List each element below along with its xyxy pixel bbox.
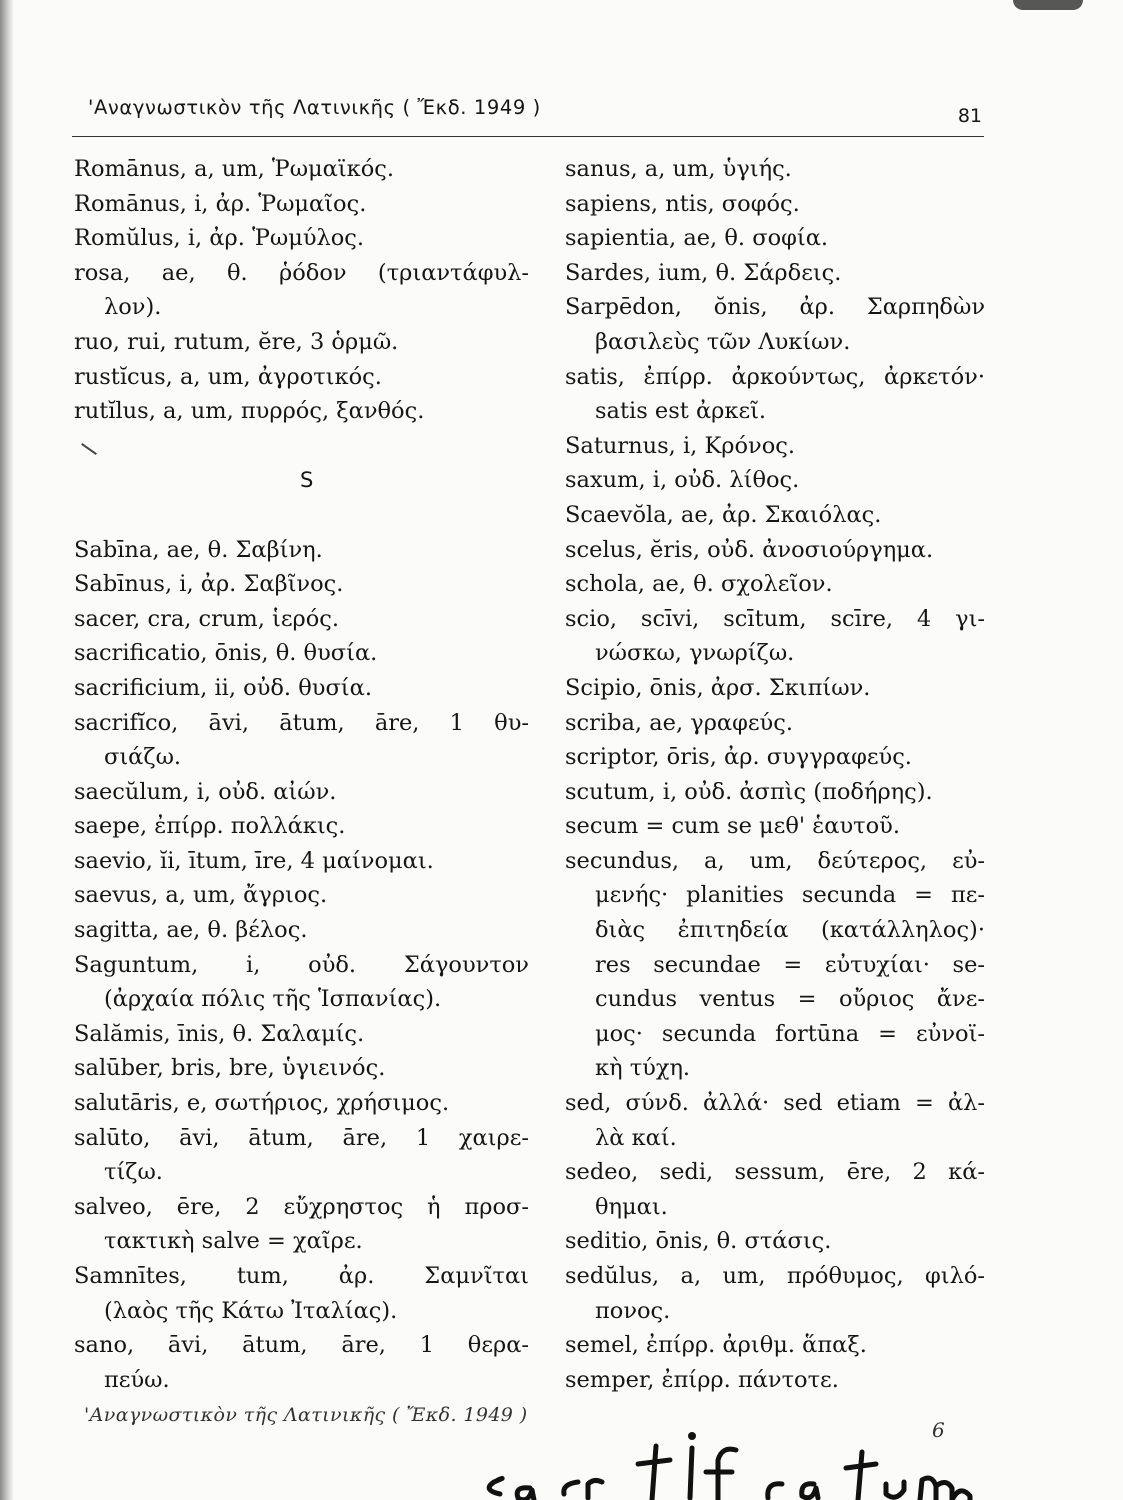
printer-signature-line: 'Αναγνωστικὸν τῆς Λατινικῆς ( Ἔκδ. 1949 ) <box>84 1404 528 1426</box>
entry-line: saevus, a, um, ἄγριος. <box>74 882 328 909</box>
spacer <box>74 429 529 464</box>
entry-line: saxum, i, οὐδ. λίθος. <box>565 467 800 494</box>
right-column <box>565 152 985 1397</box>
entry-continuation: πονος. <box>595 1297 671 1324</box>
entry-continuation: (λαὸς τῆς Κάτω Ἰταλίας). <box>104 1297 398 1324</box>
entry-line: seditio, ōnis, θ. στάσις. <box>565 1228 832 1255</box>
entry-line: Sabīna, ae, θ. Σαβίνη. <box>74 536 323 563</box>
entry-line: Scaevŏla, ae, ἀρ. Σκαιόλας. <box>565 501 882 528</box>
entry-line: sagitta, ae, θ. βέλος. <box>74 917 308 944</box>
entry-continuation: satis est ἀρκεῖ. <box>595 398 767 425</box>
entry-line: ruo, rui, rutum, ĕre, 3 ὁρμῶ. <box>74 328 399 355</box>
entry-line: Saguntum, i, οὐδ. Σάγουντον <box>74 951 529 978</box>
entry-continuation: διὰς ἐπιτηδεία (κατάλληλος)· <box>595 917 985 944</box>
entry-continuation: μενής· planities secunda = πε- <box>595 882 985 909</box>
entry-continuation: (ἀρχαία πόλις τῆς Ἱσπανίας). <box>104 986 442 1013</box>
entry-line: sacrificium, ii, οὐδ. θυσία. <box>74 674 372 701</box>
entry-line: Scipio, ōnis, ἀρσ. Σκιπίων. <box>565 674 871 701</box>
entry-line: secundus, a, um, δεύτερος, εὐ- <box>565 847 985 874</box>
handwritten-note <box>470 1428 1030 1500</box>
entry-line: salutāris, e, σωτήριος, χρήσιμος. <box>74 1090 450 1117</box>
section-heading: S <box>300 468 314 493</box>
entry-line: sed, σύνδ. ἀλλά· sed etiam = ἀλ- <box>565 1090 985 1117</box>
spacer <box>74 498 529 533</box>
entry-continuation: res secundae = εὐτυχίαι· se- <box>595 951 985 978</box>
entry-line: secum = cum se μεθ' ἑαυτοῦ. <box>565 813 900 840</box>
entry-line: rosa, ae, θ. ῥόδον (τριαντάφυλ- <box>74 259 529 286</box>
entry-line: Samnītes, tum, ἀρ. Σαμνῖται <box>74 1263 529 1289</box>
entry-line: Romānus, a, um, Ῥωμαϊκός. <box>74 156 395 182</box>
handwritten-note-drawing <box>470 1428 1030 1500</box>
entry-line: sacrificatio, ōnis, θ. θυσία. <box>74 640 378 667</box>
entry-line: Romānus, i, ἀρ. Ῥωμαῖος. <box>74 190 367 217</box>
entry-line: semper, ἐπίρρ. πάντοτε. <box>565 1366 839 1393</box>
entry-line: sacer, cra, crum, ἱερός. <box>74 605 340 632</box>
scan-smudge <box>1013 0 1083 10</box>
entry-continuation: μος· secunda fortūna = εὐνοϊ- <box>595 1020 985 1047</box>
entry-line: sano, āvi, ātum, āre, 1 θερα- <box>74 1332 529 1359</box>
entry-continuation: λον). <box>104 294 162 321</box>
entry-line: Romŭlus, i, ἀρ. Ῥωμύλος. <box>74 225 365 252</box>
entry-continuation: βασιλεὺς τῶν Λυκίων. <box>595 328 851 355</box>
running-title: 'Αναγνωστικὸν τῆς Λατινικῆς ( Ἔκδ. 1949 ) <box>88 96 541 119</box>
entry-line: sacrifĭco, āvi, ātum, āre, 1 θυ- <box>74 709 529 736</box>
entry-line: Sarpēdon, ŏnis, ἀρ. Σαρπηδὼν <box>565 294 985 321</box>
entry-line: sapientia, ae, θ. σοφία. <box>565 225 829 252</box>
entry-line: scio, scīvi, scītum, scīre, 4 γι- <box>565 605 985 632</box>
entry-continuation: νώσκω, γνωρίζω. <box>595 640 795 667</box>
book-spine-shadow <box>0 0 14 1500</box>
entry-continuation: σιάζω. <box>104 744 182 771</box>
page-number: 81 <box>957 105 982 127</box>
page-header <box>72 92 984 138</box>
entry-line: salūto, āvi, ātum, āre, 1 χαιρε- <box>74 1124 529 1151</box>
entry-line: semel, ἐπίρρ. ἀριθμ. ἅπαξ. <box>565 1332 867 1359</box>
entry-line: rustĭcus, a, um, ἀγροτικός. <box>74 363 382 390</box>
header-rule <box>72 136 984 137</box>
entry-line: Sardes, ium, θ. Σάρδεις. <box>565 259 842 286</box>
entry-line: saecŭlum, i, οὐδ. αἰών. <box>74 778 337 805</box>
entry-line: scriba, ae, γραφεύς. <box>565 709 793 736</box>
entry-line: saevio, ĭi, ītum, īre, 4 μαίνομαι. <box>74 847 434 874</box>
entry-line: salveo, ēre, 2 εὔχρηστος ἡ προσ- <box>74 1193 529 1220</box>
entry-line: sedŭlus, a, um, πρόθυμος, φιλό- <box>565 1263 985 1289</box>
entry-continuation: cundus ventus = οὔριος ἄνε- <box>595 986 985 1013</box>
entry-continuation: τακτικὴ salve = χαῖρε. <box>104 1228 363 1255</box>
entry-line: salūber, bris, bre, ὑγιεινός. <box>74 1055 386 1082</box>
entry-line: scelus, ĕris, οὐδ. ἀνοσιούργημα. <box>565 536 934 563</box>
entry-line: rutĭlus, a, um, πυρρός, ξανθός. <box>74 398 425 425</box>
entry-continuation: κὴ τύχη. <box>595 1055 691 1082</box>
entry-continuation: λὰ καί. <box>595 1124 677 1151</box>
signature-number: 6 <box>932 1418 945 1442</box>
entry-line: Saturnus, i, Κρόνος. <box>565 432 796 459</box>
entry-line: saepe, ἐπίρρ. πολλάκις. <box>74 813 346 840</box>
entry-line: Salămis, īnis, θ. Σαλαμίς. <box>74 1020 365 1047</box>
entry-line: sedeo, sedi, sessum, ēre, 2 κά- <box>565 1159 985 1186</box>
entry-line: scutum, i, οὐδ. ἀσπὶς (ποδήρης). <box>565 778 933 805</box>
entry-continuation: πεύω. <box>104 1366 170 1393</box>
entry-line: Sabīnus, i, ἀρ. Σαβῖνος. <box>74 571 344 598</box>
entry-line: satis, ἐπίρρ. ἀρκούντως, ἀρκετόν· <box>565 363 985 390</box>
entry-continuation: θημαι. <box>595 1193 668 1220</box>
entry-line: sanus, a, um, ὑγιής. <box>565 156 792 182</box>
entry-line: sapiens, ntis, σοφός. <box>565 190 800 217</box>
entry-continuation: τίζω. <box>104 1159 163 1186</box>
left-column <box>74 152 529 1397</box>
entry-line: scriptor, ōris, ἀρ. συγγραφεύς. <box>565 744 912 771</box>
entry-line: schola, ae, θ. σχολεῖον. <box>565 571 833 598</box>
